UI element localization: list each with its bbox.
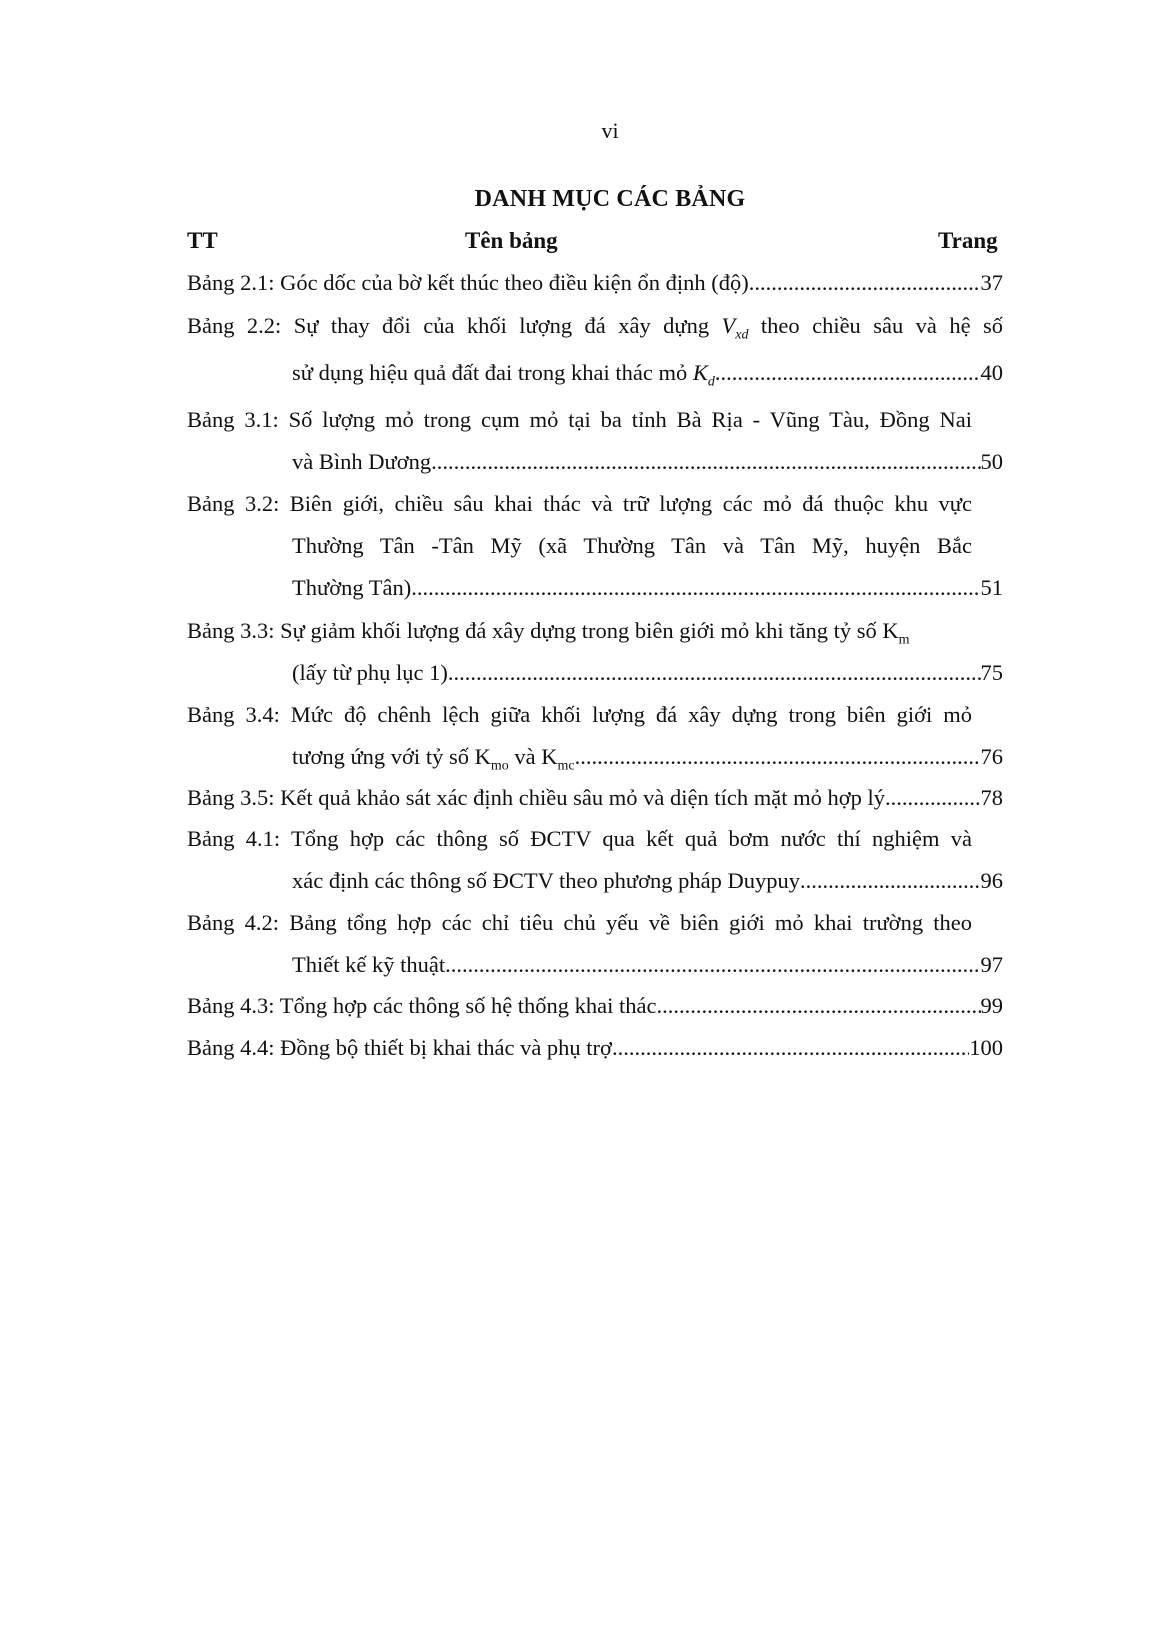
toc-entry-3-1-line1: Bảng 3.1: Số lượng mỏ trong cụm mỏ tại ba tỉnh Bà Rịa - Vũng Tàu, Đồng Nai [187,407,972,432]
page-number: vi [601,118,619,143]
entry-page: 100 [969,1035,1003,1060]
dot-leader [612,1033,969,1063]
dot-leader [715,358,981,388]
toc-entry-4-2-line2: Thiết kế kỹ thuật ..... 97 [292,950,1003,980]
toc-entry-2-2-line2: sử dụng hiệu quả đất đai trong khai thác mỏ $K_d$ ..... 40 [292,358,1003,388]
variable-v: V [721,313,736,338]
entry-page: 75 [980,660,1003,685]
toc-entry-3-2-line2: Thường Tân -Tân Mỹ (xã Thường Tân và Tân Mỹ, huyện Bắc [292,533,972,558]
toc-entry-4-3: Bảng 4.3: Tổng hợp các thông số hệ thống khai thác ..... 99 [187,991,1003,1021]
entry-page: 50 [980,449,1003,474]
entry-page: 51 [980,575,1003,600]
entry-page: 40 [980,360,1003,385]
toc-entry-3-1-line2: và Bình Dương ..... 50 [292,447,1003,477]
toc-entry-4-2-line1: Bảng 4.2: Bảng tổng hợp các chỉ tiêu chủ yếu về biên giới mỏ khai trường theo [187,910,972,935]
column-header-tt: TT [187,228,218,253]
column-header-page: Trang [938,228,998,253]
toc-entry-3-5: Bảng 3.5: Kết quả khảo sát xác định chiều sâu mỏ và diện tích mặt mỏ hợp lý ..... 78 [187,783,1003,813]
column-header-name: Tên bảng [465,228,558,253]
dot-leader [749,268,981,298]
dot-leader [448,658,981,688]
toc-entry-3-3-line2: (lấy từ phụ lục 1) ..... 75 [292,658,1003,688]
toc-entry-2-2-line1: Bảng 2.2: Sự thay đổi của khối lượng đá xây dựng $V_{xd}$ theo chiều sâu và hệ số [187,313,1003,343]
entry-page: 99 [980,993,1003,1018]
page-title: DANH MỤC CÁC BẢNG [474,186,746,212]
variable-k: K [692,360,708,385]
entry-page: 78 [980,785,1003,810]
dot-leader [445,950,980,980]
entry-page: 97 [980,952,1003,977]
entry-label: Bảng 2.1: Góc dốc của bờ kết thúc theo điều kiện ổn định (độ) [187,270,749,295]
toc-entry-3-2-line3: Thường Tân) ..... 51 [292,573,1003,603]
toc-entry-4-4: Bảng 4.4: Đồng bộ thiết bị khai thác và phụ trợ ..... 100 [187,1033,1003,1063]
entry-page: 96 [980,868,1003,893]
toc-entry-4-1-line2: xác định các thông số ĐCTV theo phương pháp Duypuy ..... 96 [292,866,1003,896]
dot-leader [411,573,980,603]
dot-leader [431,447,980,477]
dot-leader [580,742,980,772]
toc-entry-4-1-line1: Bảng 4.1: Tổng hợp các thông số ĐCTV qua kết quả bơm nước thí nghiệm và [187,826,972,851]
dot-leader [885,783,981,813]
toc-entry-3-3-line1: Bảng 3.3: Sự giảm khối lượng đá xây dựng trong biên giới mỏ khi tăng tỷ số $K_m$ [187,618,910,648]
toc-entry-3-4-line2: tương ứng với tỷ số $K_{mo}$ và $K_{mc}$. ..... 76 [292,742,1003,772]
dot-leader [800,866,981,896]
toc-entry-3-2-line1: Bảng 3.2: Biên giới, chiều sâu khai thác và trữ lượng các mỏ đá thuộc khu vực [187,491,972,516]
entry-page: 37 [980,270,1003,295]
toc-entry-3-4-line1: Bảng 3.4: Mức độ chênh lệch giữa khối lượng đá xây dựng trong biên giới mỏ [187,702,972,727]
dot-leader [657,991,981,1021]
toc-entry-2-1 [187,268,1003,298]
entry-page: 76 [980,744,1003,769]
